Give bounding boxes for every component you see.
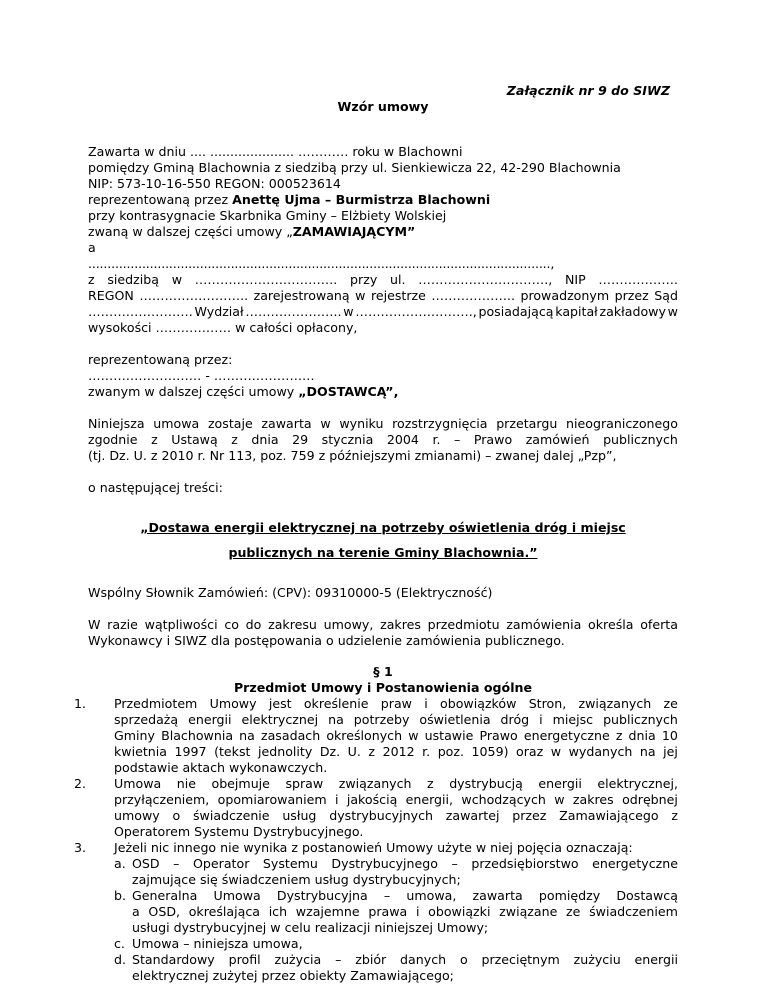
- word: ul.: [390, 272, 406, 287]
- word: ……………….: [598, 272, 678, 287]
- word: profil: [228, 952, 261, 967]
- word: ustawie: [424, 728, 474, 743]
- word: wzajemne: [295, 904, 360, 919]
- word: …………………………….: [194, 272, 338, 287]
- word: energii: [538, 776, 582, 791]
- item-3b-line: [132, 904, 678, 920]
- item-3b-last: usługi dystrybucyjnej w celu realizacji niniejszej Umowy;: [132, 920, 489, 935]
- word: Sąd: [654, 288, 678, 303]
- word: posiadającą: [478, 304, 554, 319]
- word: potrzeby: [353, 712, 410, 727]
- word: –: [454, 432, 461, 447]
- word: 1997: [174, 744, 207, 759]
- word: energii: [188, 712, 232, 727]
- word: zawarta: [472, 888, 523, 903]
- item-1-line: [114, 728, 678, 744]
- word: danych: [400, 952, 447, 967]
- party-municipality-line: pomiędzy Gminą Blachownia z siedzibą przy ul. Sienkiewicza 22, 42-290 Blachownia: [88, 160, 621, 175]
- word: nieograniczonego: [566, 416, 678, 431]
- word: poz.: [437, 744, 465, 759]
- word: …………………….: [88, 304, 193, 319]
- word: umowa: [153, 416, 200, 431]
- item-1-line: [114, 696, 678, 712]
- word: z: [427, 776, 434, 791]
- word: obejmuje: [211, 776, 270, 791]
- word: Dz.: [319, 744, 341, 759]
- word: przetargu: [496, 416, 558, 431]
- word: dróg: [500, 712, 530, 727]
- word: –: [173, 856, 180, 871]
- word: z: [231, 432, 238, 447]
- word: i: [539, 712, 543, 727]
- word: REGON: [88, 288, 134, 303]
- word: z: [615, 728, 623, 743]
- word: określenie: [303, 696, 369, 711]
- word: przy: [350, 272, 378, 287]
- word: na: [239, 728, 255, 743]
- word: Ustawą: [171, 432, 218, 447]
- word: zakładowy: [599, 304, 666, 319]
- word: Umowa: [213, 888, 261, 903]
- word: NIP: [564, 272, 586, 287]
- word: r.: [432, 432, 441, 447]
- item-3-text: Jeżeli nic innego nie wynika z postanowień Umowy użyte w niej pojęcia oznaczają:: [114, 840, 633, 855]
- item-3d-letter: d.: [114, 952, 126, 967]
- item-3a-line: [132, 856, 678, 872]
- item-3-number: 3.: [74, 840, 87, 855]
- word: Gminy: [114, 728, 155, 743]
- doubt-line-2: Wykonawcy i SIWZ dla postępowania o udzielenie zamówienia publicznego.: [88, 633, 565, 648]
- word: w: [667, 304, 678, 319]
- word: ……………………..: [139, 288, 249, 303]
- represented-by-line: reprezentowaną przez Anettę Ujma – Burmistrza Blachowni: [88, 192, 491, 207]
- item-2-line: [114, 808, 678, 824]
- word: energetyczne: [523, 728, 610, 743]
- word: zamówień: [525, 432, 590, 447]
- item-2-line: [114, 792, 678, 808]
- word: jakością: [346, 792, 398, 807]
- word: o: [172, 808, 181, 823]
- countersignature-line: przy kontrasygnacie Skarbnika Gminy – Elżbiety Wolskiej: [88, 208, 447, 223]
- word: zasadach: [260, 728, 321, 743]
- word: r.: [422, 744, 431, 759]
- supplier-rep-label: reprezentowaną przez:: [88, 352, 233, 367]
- word: Umowa: [114, 776, 162, 791]
- word: energii: [634, 952, 678, 967]
- word: z: [88, 272, 95, 287]
- item-3b-letter: b.: [114, 888, 126, 903]
- word: ……………………….,: [355, 304, 477, 319]
- word: dystrybucyjnych: [329, 808, 433, 823]
- word: ………………..: [431, 288, 515, 303]
- word: wątpliwości: [144, 617, 218, 632]
- supplier-capital-line: wysokości ……………… w całości opłacony,: [88, 320, 358, 335]
- word: rejestrze: [370, 288, 426, 303]
- word: razie: [107, 617, 138, 632]
- word: prawa: [368, 904, 408, 919]
- word: kwietnia: [114, 744, 167, 759]
- word: obowiązki: [428, 904, 491, 919]
- word: umowy,: [323, 617, 374, 632]
- word: zarejestrowaną: [253, 288, 350, 303]
- word: świadczenie: [192, 808, 270, 823]
- word: odrębnej: [622, 792, 678, 807]
- word: a: [132, 904, 140, 919]
- word: zbiór: [355, 952, 387, 967]
- word: rozstrzygnięcia: [392, 416, 488, 431]
- word: z: [368, 744, 376, 759]
- word: przez: [614, 288, 649, 303]
- item-3d-line: [132, 952, 678, 968]
- word: publicznych: [603, 432, 678, 447]
- word: wydanych: [568, 744, 633, 759]
- document-title: Wzór umowy: [337, 99, 429, 114]
- word: –: [451, 856, 458, 871]
- word: do: [245, 617, 262, 632]
- word: ………………………….,: [418, 272, 553, 287]
- supplier-defined-line: zwanym w dalszej części umowy „DOSTAWCĄ”,: [88, 384, 399, 399]
- word: świadczeniem: [589, 904, 678, 919]
- word: jej: [663, 744, 678, 759]
- item-1-last: podstawie aktach wykonawczych.: [114, 760, 328, 775]
- word: Prawo: [473, 432, 513, 447]
- word: 2012: [382, 744, 415, 759]
- item-1-line: [114, 744, 678, 760]
- word: przez: [512, 808, 547, 823]
- intro-line-4: o następującej treści:: [88, 480, 223, 495]
- word: miejsc: [552, 712, 594, 727]
- word: Blachownia: [161, 728, 234, 743]
- item-3a-last: zajmujące się świadczeniem usług dystrybucyjnych;: [132, 872, 461, 887]
- word: oraz: [516, 744, 544, 759]
- word: nie: [176, 776, 196, 791]
- word: dystrybucją: [449, 776, 523, 791]
- section-title: Przedmiot Umowy i Postanowienia ogólne: [233, 680, 533, 695]
- word: zakresu: [268, 617, 317, 632]
- nip-regon-line: NIP: 573-10-16-550 REGON: 000523614: [88, 176, 341, 191]
- subject-title-line-1: „Dostawa energii elektrycznej na potrzeby oświetlenia dróg i miejsc: [140, 520, 626, 535]
- word: przedsiębiorstwo: [471, 856, 579, 871]
- intro-line-3: (tj. Dz. U. z 2010 r. Nr 113, poz. 759 z późniejszymi zmianami) – zwanej dalej „Pzp”,: [88, 448, 617, 463]
- word: w: [554, 792, 565, 807]
- word: Wydział: [194, 304, 244, 319]
- word: Dystrybucyjna: [276, 888, 368, 903]
- item-2-last: Operatorem Systemu Dystrybucyjnego.: [114, 824, 364, 839]
- word: sprzedażą: [114, 712, 179, 727]
- word: zakres: [572, 792, 614, 807]
- word: umowa,: [406, 888, 457, 903]
- word: elektrycznej: [241, 712, 319, 727]
- word: i: [335, 792, 339, 807]
- word: Prawo: [479, 728, 518, 743]
- word: jednolity: [258, 744, 313, 759]
- word: o: [459, 952, 468, 967]
- word: Dystrybucyjnego: [331, 856, 438, 871]
- word: ze: [566, 904, 581, 919]
- word: stycznia: [321, 432, 374, 447]
- word: oświetlenia: [419, 712, 491, 727]
- word: i: [415, 904, 420, 919]
- item-2-line: [114, 776, 678, 792]
- intro-line-2: [88, 432, 678, 448]
- word: 10: [661, 728, 678, 743]
- item-1-line: [114, 712, 678, 728]
- word: OSD,: [148, 904, 181, 919]
- annex-label: Załącznik nr 9 do SIWZ: [506, 83, 670, 98]
- word: ich: [268, 904, 288, 919]
- word: i: [424, 696, 428, 711]
- word: zużyciu: [573, 952, 621, 967]
- word: dnia: [251, 432, 279, 447]
- word: zakres: [380, 617, 421, 632]
- word: Niniejsza: [88, 416, 145, 431]
- word: usług: [282, 808, 317, 823]
- item-3a-letter: a.: [114, 856, 126, 871]
- word: wyniku: [339, 416, 384, 431]
- word: z: [151, 432, 158, 447]
- word: Systemu: [262, 856, 318, 871]
- word: z: [671, 808, 678, 823]
- word: przedmiotu: [427, 617, 500, 632]
- word: przyłączeniem,: [114, 792, 210, 807]
- word: prowadzonym: [520, 288, 610, 303]
- ordering-party-name: ZAMAWIAJĄCYM”: [292, 224, 416, 239]
- word: energii,: [405, 792, 454, 807]
- word: Operator: [193, 856, 250, 871]
- word: wchodzących: [461, 792, 546, 807]
- word: U.: [347, 744, 361, 759]
- word: Umowy: [209, 696, 257, 711]
- word: zamówienia: [506, 617, 582, 632]
- word: co: [224, 617, 239, 632]
- word: Stron,: [528, 696, 567, 711]
- item-3b-line: [132, 888, 678, 904]
- word: w: [320, 416, 331, 431]
- word: (tekst: [214, 744, 251, 759]
- conjunction-a: a: [88, 240, 96, 255]
- word: obowiązków: [440, 696, 517, 711]
- word: na: [328, 712, 344, 727]
- subject-line-2-wrap: [88, 545, 678, 561]
- word: umowy: [114, 808, 160, 823]
- word: siedzibą: [107, 272, 159, 287]
- word: związane: [499, 904, 558, 919]
- word: –: [383, 888, 391, 903]
- word: energetyczne: [592, 856, 678, 871]
- supplier-court-line: [88, 304, 678, 320]
- subject-title-line-2: publicznych na terenie Gminy Blachownia.”: [228, 545, 538, 560]
- word: spraw: [285, 776, 324, 791]
- word: związanych: [338, 776, 412, 791]
- word: zawarta: [261, 416, 312, 431]
- word: związanych: [578, 696, 652, 711]
- word: …………………..: [245, 304, 342, 319]
- word: praw: [380, 696, 412, 711]
- word: 29: [292, 432, 309, 447]
- word: –: [335, 952, 342, 967]
- intro-line-1: [88, 416, 678, 432]
- item-2-number: 2.: [74, 776, 87, 791]
- word: Standardowy: [132, 952, 215, 967]
- subject-line-1-wrap: [88, 520, 678, 536]
- supplier-seat-line: [88, 272, 678, 288]
- item-3d-last: elektrycznej zużytej przez obiekty Zamawiającego;: [132, 968, 454, 983]
- mayor-name: Anettę Ujma – Burmistrza Blachowni: [232, 192, 491, 207]
- word: jest: [268, 696, 292, 711]
- word: określonych: [326, 728, 403, 743]
- word: pomiędzy: [538, 888, 601, 903]
- item-3c-text: Umowa – niniejsza umowa,: [132, 936, 303, 951]
- word: na: [639, 744, 656, 759]
- word: opomiarowaniem: [217, 792, 327, 807]
- word: dnia: [628, 728, 656, 743]
- word: OSD: [132, 856, 160, 871]
- supplier-name-dots: ........................................................................................................................,: [88, 256, 555, 271]
- word: Dostawcą: [616, 888, 678, 903]
- word: przeciętnym: [481, 952, 560, 967]
- word: w: [171, 272, 183, 287]
- word: Zamawiającego: [559, 808, 659, 823]
- word: 2004: [386, 432, 419, 447]
- word: ze: [663, 696, 678, 711]
- word: kapitał: [555, 304, 598, 319]
- item-3c-letter: c.: [114, 936, 125, 951]
- section-number: § 1: [373, 664, 393, 679]
- word: elektrycznej,: [597, 776, 678, 791]
- word: 1059): [471, 744, 509, 759]
- doubt-line-1: [88, 617, 678, 633]
- supplier-rep-dots: ……………………… - ……………………: [88, 368, 315, 383]
- word: w: [355, 288, 366, 303]
- word: określa: [588, 617, 634, 632]
- word: Generalna: [132, 888, 198, 903]
- item-1-number: 1.: [74, 696, 87, 711]
- word: zostaje: [207, 416, 253, 431]
- supplier-term: „DOSTAWCĄ”,: [298, 384, 399, 399]
- word: W: [88, 617, 101, 632]
- supplier-regon-line: [88, 288, 678, 304]
- word: w: [408, 728, 419, 743]
- word: zgodnie: [88, 432, 138, 447]
- word: w: [343, 304, 354, 319]
- word: oferta: [640, 617, 678, 632]
- word: w: [550, 744, 562, 759]
- ordering-party-line: zwaną w dalszej części umowy „ZAMAWIAJĄCYM”: [88, 224, 416, 239]
- contract-date-line: Zawarta w dniu .... ..................... ………… roku w Blachowni: [88, 144, 463, 159]
- word: zużycia: [274, 952, 322, 967]
- word: zawartej: [445, 808, 500, 823]
- word: określająca: [188, 904, 260, 919]
- cpv-line: Wspólny Słownik Zamówień: (CPV): 09310000-5 (Elektryczność): [88, 585, 493, 600]
- word: publicznych: [603, 712, 678, 727]
- word: Przedmiotem: [114, 696, 198, 711]
